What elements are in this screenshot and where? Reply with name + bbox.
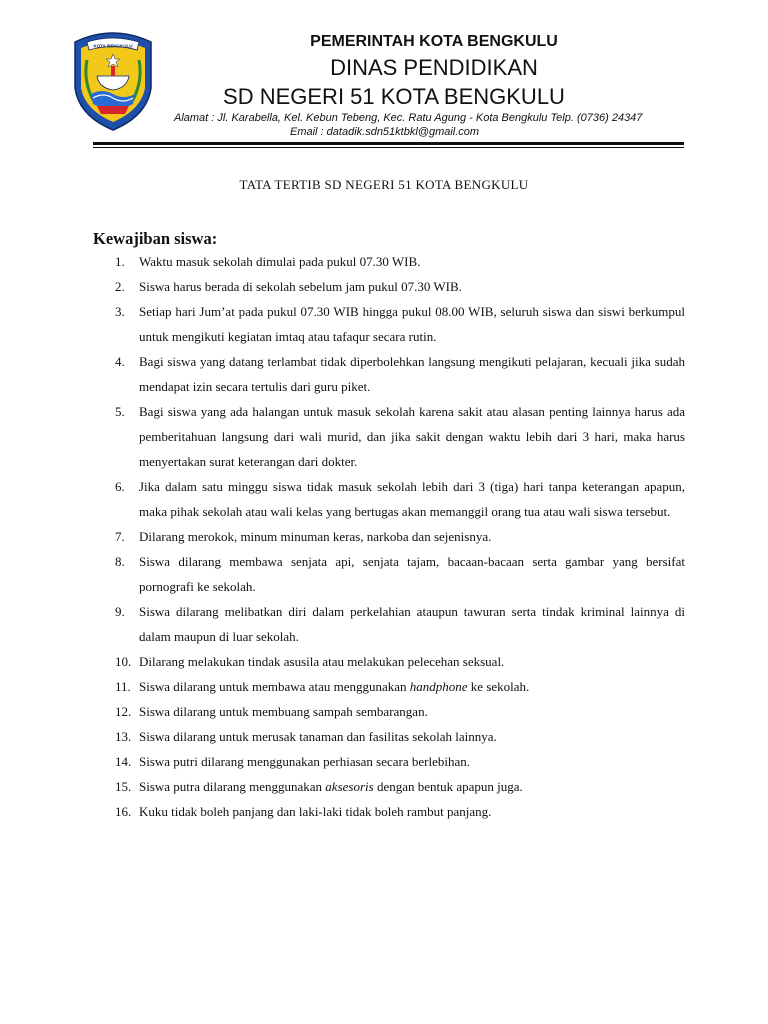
letterhead-divider-thin — [93, 147, 684, 148]
school-address: Alamat : Jl. Karabella, Kel. Kebun Tebeng, Kec. Ratu Agung - Kota Bengkulu Telp. (0736) 24347 — [174, 112, 643, 124]
rule-item — [93, 249, 685, 274]
rule-text: Siswa putri dilarang menggunakan perhiasan secara berlebihan. — [139, 754, 471, 769]
rule-number: 12. — [115, 704, 132, 719]
rule-item — [93, 774, 685, 799]
rule-text: Siswa dilarang membawa senjata api, senjata tajam, bacaan-bacaan serta gambar yang bersifat pornografi ke sekolah. — [139, 554, 685, 594]
kota-bengkulu-emblem-icon — [67, 28, 159, 132]
rule-text: Bagi siswa yang datang terlambat tidak diperbolehkan langsung mengikuti pelajaran, kecuali jika sudah mendapat izin secara tertulis dari guru piket. — [139, 354, 685, 394]
school-email: Email : datadik.sdn51ktbkl@gmail.com — [290, 126, 480, 138]
rule-number: 4. — [115, 354, 125, 369]
rule-item — [93, 299, 685, 349]
rule-number: 2. — [115, 279, 125, 294]
rule-text-before: Siswa putra dilarang menggunakan — [139, 779, 326, 794]
rule-item — [93, 474, 685, 524]
letterhead-divider-thick — [93, 142, 684, 145]
rule-number: 13. — [115, 729, 132, 744]
rule-text: Dilarang melakukan tindak asusila atau melakukan pelecehan seksual. — [139, 654, 505, 669]
rule-text: Dilarang merokok, minum minuman keras, narkoba dan sejenisnya. — [139, 529, 492, 544]
rule-item — [93, 549, 685, 599]
rule-number: 10. — [115, 654, 132, 669]
rule-text: Bagi siswa yang ada halangan untuk masuk sekolah karena sakit atau alasan penting lainnya harus ada pemberitahuan langsung dari wali murid, dan jika sakit dengan waktu lebih dari 3 hari, maka harus menyertakan surat keterangan dari dokter. — [139, 404, 685, 469]
rule-item — [93, 724, 685, 749]
rule-item — [93, 749, 685, 774]
rule-text-italic: aksesoris — [325, 779, 374, 794]
rule-number: 5. — [115, 404, 125, 419]
rule-item — [93, 349, 685, 399]
rule-text-after: dengan bentuk apapun juga. — [373, 779, 523, 794]
rule-item — [93, 599, 685, 649]
rule-number: 16. — [115, 804, 132, 819]
rule-number: 14. — [115, 754, 132, 769]
rule-item — [93, 799, 685, 824]
rule-number: 15. — [115, 779, 132, 794]
rule-text — [139, 774, 685, 799]
rule-number: 7. — [115, 529, 125, 544]
rule-number: 8. — [115, 554, 125, 569]
rule-text: Siswa dilarang melibatkan diri dalam perkelahian ataupun tawuran serta tindak kriminal lainnya di dalam maupun di luar sekolah. — [139, 604, 685, 644]
rule-text-after: ke sekolah. — [467, 679, 530, 694]
rule-item — [93, 674, 685, 699]
rule-item — [93, 649, 685, 674]
rule-text: Siswa dilarang untuk merusak tanaman dan fasilitas sekolah lainnya. — [139, 729, 497, 744]
logo-banner-text: KOTA BENGKULU — [93, 43, 133, 49]
rule-text: Kuku tidak boleh panjang dan laki-laki tidak boleh rambut panjang. — [139, 804, 492, 819]
rule-text-before: Siswa dilarang untuk membawa atau menggunakan — [139, 679, 410, 694]
rule-number: 3. — [115, 304, 125, 319]
rule-item — [93, 399, 685, 474]
rule-number: 9. — [115, 604, 125, 619]
rule-text: Siswa harus berada di sekolah sebelum jam pukul 07.30 WIB. — [139, 279, 462, 294]
rule-text: Setiap hari Jum’at pada pukul 07.30 WIB hingga pukul 08.00 WIB, seluruh siswa dan siswi berkumpul untuk mengikuti kegiatan imtaq atau tafaqur secara rutin. — [139, 304, 685, 344]
rule-item — [93, 274, 685, 299]
rule-text — [139, 674, 685, 699]
rule-item — [93, 699, 685, 724]
rules-list — [93, 249, 685, 824]
section-heading: Kewajiban siswa: — [93, 229, 218, 248]
school-name: SD NEGERI 51 KOTA BENGKULU — [223, 84, 565, 109]
rule-text: Siswa dilarang untuk membuang sampah sembarangan. — [139, 704, 428, 719]
department-name: DINAS PENDIDIKAN — [330, 55, 538, 80]
rule-number: 6. — [115, 479, 125, 494]
rule-number: 11. — [115, 679, 131, 694]
rule-text-italic: handphone — [409, 679, 468, 694]
government-name: PEMERINTAH KOTA BENGKULU — [310, 33, 558, 50]
rule-text: Waktu masuk sekolah dimulai pada pukul 07.30 WIB. — [139, 254, 421, 269]
rule-text: Jika dalam satu minggu siswa tidak masuk sekolah lebih dari 3 (tiga) hari tanpa keterangan apapun, maka pihak sekolah atau wali kelas yang bertugas akan memanggil orang tua atau wali siswa tersebut. — [139, 479, 685, 519]
rule-number: 1. — [115, 254, 125, 269]
rule-item — [93, 524, 685, 549]
document-title: TATA TERTIB SD NEGERI 51 KOTA BENGKULU — [239, 177, 529, 192]
